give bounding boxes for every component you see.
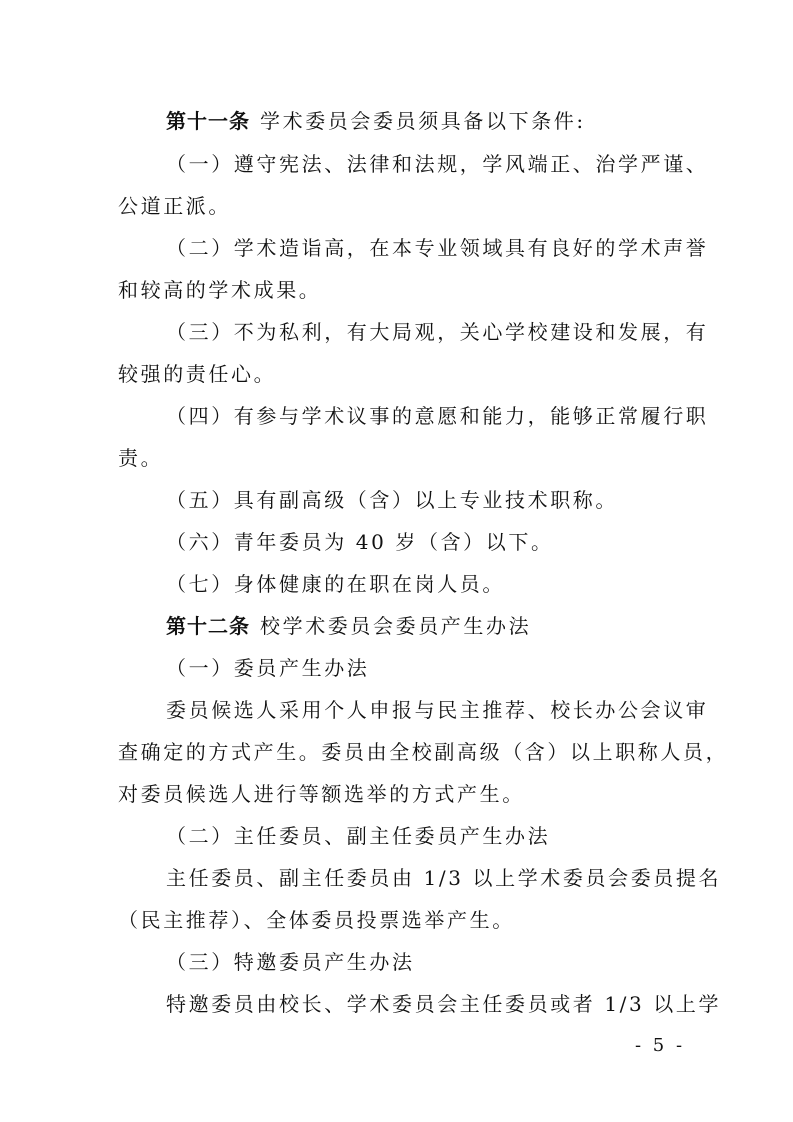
article-12-line-8: （三）特邀委员产生办法 [166,950,415,974]
article-11-heading [166,107,726,135]
article-12-title: 校学术委员会委员产生办法 [260,614,532,638]
article-11-item-6: （六）青年委员为 40 岁（含）以下。 [166,530,554,554]
article-11-title: 学术委员会委员须具备以下条件: [260,109,586,133]
article-12-line-4: 对委员候选人进行等额选举的方式产生。 [118,782,525,806]
article-12-line-9: 特邀委员由校长、学术委员会主任委员或者 1/3 以上学 [166,992,722,1016]
article-11-number: 第十一条 [166,109,250,133]
article-11-item-3-cont: 较强的责任心。 [118,362,277,386]
article-11-item-2-cont: 和较高的学术成果。 [118,278,322,302]
article-11-item-3: （三）不为私利，有大局观，关心学校建设和发展，有 [166,320,709,344]
page-number: - 5 - [635,1035,686,1056]
article-12-number: 第十二条 [166,614,250,638]
article-11-item-1: （一）遵守宪法、法律和法规，学风端正、治学严谨、 [166,152,709,176]
article-11-item-5: （五）具有副高级（含）以上专业技术职称。 [166,488,618,512]
article-11-item-4: （四）有参与学术议事的意愿和能力，能够正常履行职 [166,404,709,428]
article-12-line-2: 委员候选人采用个人申报与民主推荐、校长办公会议审 [166,698,709,722]
article-11-item-7: （七）身体健康的在职在岗人员。 [166,572,505,596]
article-12-line-6: 主任委员、副主任委员由 1/3 以上学术委员会委员提名 [166,866,722,890]
article-11-item-4-cont: 责。 [118,446,164,470]
article-11-item-1-cont: 公道正派。 [118,194,231,218]
article-12-heading [166,612,726,640]
article-12-line-7: （民主推荐）、全体委员投票选举产生。 [118,908,515,932]
article-12-line-3: 查确定的方式产生。委员由全校副高级（含）以上职称人员， [118,740,729,764]
article-12-line-5: （二）主任委员、副主任委员产生办法 [166,824,551,848]
article-12-line-1: （一）委员产生办法 [166,656,370,680]
article-11-item-2: （二）学术造诣高，在本专业领域具有良好的学术声誉 [166,236,709,260]
